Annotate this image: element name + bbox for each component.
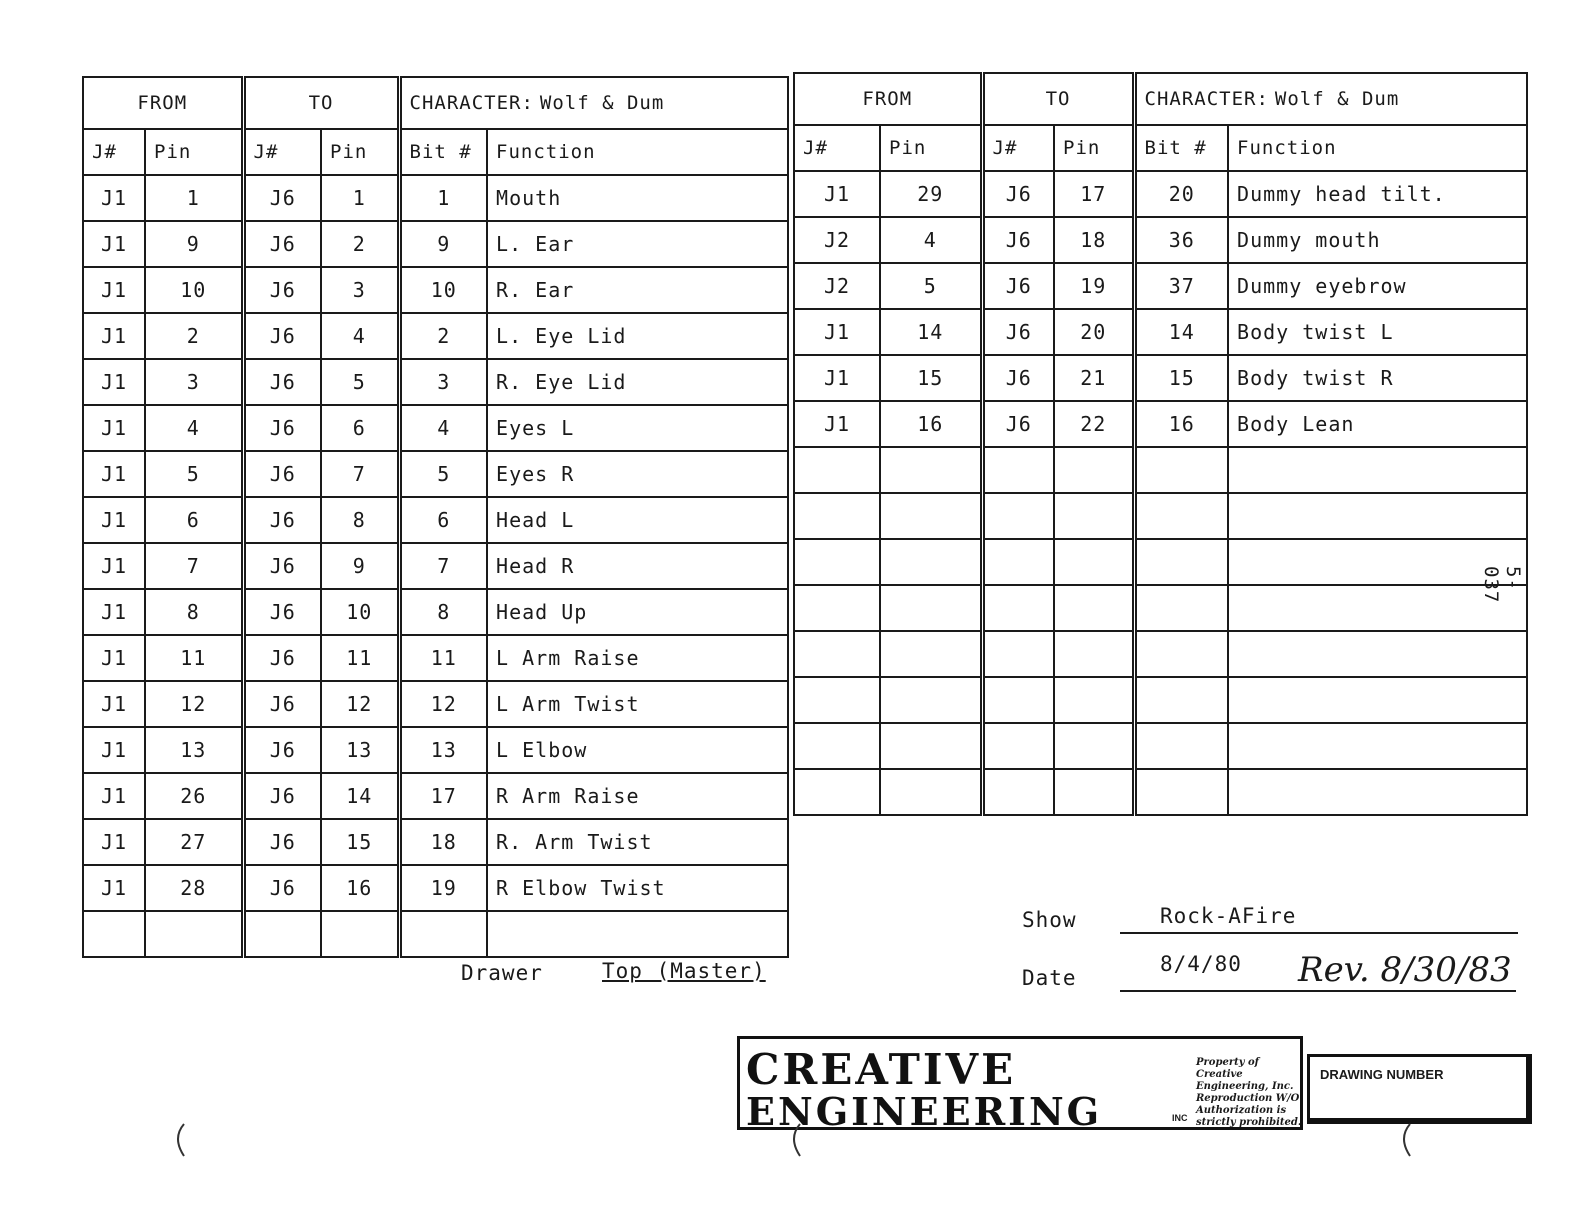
- function-cell: L. Eye Lid: [487, 313, 788, 359]
- from-pin-cell: 7: [145, 543, 243, 589]
- date-underline: [1120, 990, 1516, 992]
- date-value: 8/4/80: [1160, 952, 1242, 976]
- to-pin-cell: 12: [321, 681, 399, 727]
- function-cell: [1228, 723, 1527, 769]
- bit-cell: [1134, 585, 1228, 631]
- bit-cell: [399, 911, 487, 957]
- from-pin-cell: [880, 493, 982, 539]
- drawing-number-label: DRAWING NUMBER: [1320, 1067, 1444, 1082]
- from-jack-cell: J1: [794, 401, 880, 447]
- character-header: [1134, 73, 1527, 125]
- to-jack-cell: [982, 769, 1054, 815]
- to-jack-cell: J6: [243, 175, 321, 221]
- bit-cell: 36: [1134, 217, 1228, 263]
- to-pin-cell: [1054, 539, 1134, 585]
- from-jack-cell: J1: [83, 773, 145, 819]
- table-row: [83, 313, 788, 359]
- from-jack-cell: J1: [83, 175, 145, 221]
- function-cell: Eyes L: [487, 405, 788, 451]
- from-pin-cell: [880, 539, 982, 585]
- bit-cell: 10: [399, 267, 487, 313]
- from-jack-cell: [794, 539, 880, 585]
- to-pin-cell: 20: [1054, 309, 1134, 355]
- function-cell: R Elbow Twist: [487, 865, 788, 911]
- bit-cell: [1134, 539, 1228, 585]
- from-pin-cell: [880, 769, 982, 815]
- from-jack-cell: J1: [83, 221, 145, 267]
- bit-cell: 12: [399, 681, 487, 727]
- from-jack-cell: J1: [83, 543, 145, 589]
- bit-cell: [1134, 447, 1228, 493]
- from-pin-header: Pin: [880, 125, 982, 171]
- bit-cell: 8: [399, 589, 487, 635]
- drawer-value: Top (Master): [602, 959, 766, 983]
- table-row: [794, 723, 1527, 769]
- character-value: Wolf & Dum: [1274, 88, 1400, 110]
- to-pin-cell: 18: [1054, 217, 1134, 263]
- to-jack-cell: J6: [243, 589, 321, 635]
- from-pin-cell: 12: [145, 681, 243, 727]
- table-row: [794, 631, 1527, 677]
- from-pin-cell: 2: [145, 313, 243, 359]
- to-jack-header: J#: [982, 125, 1054, 171]
- from-jack-cell: J1: [794, 309, 880, 355]
- table-row: [83, 635, 788, 681]
- bit-cell: [1134, 677, 1228, 723]
- bit-cell: [1134, 769, 1228, 815]
- to-jack-cell: J6: [982, 401, 1054, 447]
- from-pin-cell: 13: [145, 727, 243, 773]
- company-name-line2: ENGINEERING: [746, 1089, 1103, 1134]
- function-cell: L. Ear: [487, 221, 788, 267]
- to-pin-cell: 8: [321, 497, 399, 543]
- to-pin-cell: 15: [321, 819, 399, 865]
- from-pin-header: Pin: [145, 129, 243, 175]
- table-row: [794, 171, 1527, 217]
- bit-cell: 14: [1134, 309, 1228, 355]
- from-jack-cell: J1: [83, 405, 145, 451]
- show-value: Rock-AFire: [1160, 904, 1297, 928]
- from-jack-cell: J1: [83, 359, 145, 405]
- from-jack-cell: [794, 585, 880, 631]
- function-cell: Eyes R: [487, 451, 788, 497]
- from-jack-cell: J1: [83, 727, 145, 773]
- to-jack-cell: J6: [243, 543, 321, 589]
- to-header: TO: [982, 73, 1134, 125]
- from-jack-cell: J1: [83, 635, 145, 681]
- to-jack-cell: J6: [982, 309, 1054, 355]
- to-pin-cell: 1: [321, 175, 399, 221]
- from-jack-cell: [794, 723, 880, 769]
- to-pin-cell: 10: [321, 589, 399, 635]
- to-pin-cell: 14: [321, 773, 399, 819]
- bit-cell: 2: [399, 313, 487, 359]
- revision-handwritten: Rev. 8/30/83: [1298, 950, 1512, 990]
- from-pin-cell: 28: [145, 865, 243, 911]
- from-pin-cell: 16: [880, 401, 982, 447]
- character-header: [399, 77, 788, 129]
- function-header: Function: [487, 129, 788, 175]
- to-jack-cell: J6: [243, 267, 321, 313]
- from-pin-cell: 11: [145, 635, 243, 681]
- table-row: [83, 405, 788, 451]
- to-pin-cell: [1054, 769, 1134, 815]
- table-row: [794, 493, 1527, 539]
- to-pin-cell: 22: [1054, 401, 1134, 447]
- to-pin-cell: 4: [321, 313, 399, 359]
- from-pin-cell: [880, 585, 982, 631]
- to-jack-cell: [243, 911, 321, 957]
- table-row: [83, 221, 788, 267]
- property-notice: Property of Creative Engineering, Inc. Reproduction W/O Authorization is strictly prohibited.: [1196, 1057, 1302, 1128]
- bit-cell: [1134, 493, 1228, 539]
- from-jack-cell: J1: [794, 171, 880, 217]
- to-jack-cell: [982, 631, 1054, 677]
- to-jack-cell: [982, 447, 1054, 493]
- character-value: Wolf & Dum: [539, 92, 665, 114]
- to-jack-cell: J6: [982, 263, 1054, 309]
- to-jack-cell: [982, 677, 1054, 723]
- from-jack-cell: J1: [83, 819, 145, 865]
- function-header: Function: [1228, 125, 1527, 171]
- bit-cell: 19: [399, 865, 487, 911]
- function-cell: Dummy eyebrow: [1228, 263, 1527, 309]
- to-jack-cell: [982, 539, 1054, 585]
- table-row: [794, 585, 1527, 631]
- function-cell: [1228, 677, 1527, 723]
- from-jack-cell: [794, 677, 880, 723]
- binder-hole-mark-right: [1396, 1120, 1416, 1160]
- to-pin-cell: [1054, 447, 1134, 493]
- from-pin-cell: 15: [880, 355, 982, 401]
- table-row: [794, 263, 1527, 309]
- from-pin-cell: 9: [145, 221, 243, 267]
- from-jack-cell: J2: [794, 263, 880, 309]
- from-jack-cell: J1: [83, 313, 145, 359]
- to-header: TO: [243, 77, 399, 129]
- function-cell: Dummy head tilt.: [1228, 171, 1527, 217]
- function-cell: Body twist R: [1228, 355, 1527, 401]
- from-jack-cell: J1: [83, 589, 145, 635]
- table-row: [83, 497, 788, 543]
- table-row: [794, 539, 1527, 585]
- from-jack-cell: J1: [794, 355, 880, 401]
- bit-cell: 13: [399, 727, 487, 773]
- from-pin-cell: 6: [145, 497, 243, 543]
- from-pin-cell: [880, 723, 982, 769]
- show-underline: [1120, 932, 1518, 934]
- table-row: [83, 451, 788, 497]
- from-jack-cell: J1: [83, 865, 145, 911]
- function-cell: R. Arm Twist: [487, 819, 788, 865]
- from-pin-cell: [880, 447, 982, 493]
- table-row: [794, 677, 1527, 723]
- to-pin-cell: 6: [321, 405, 399, 451]
- to-pin-cell: [1054, 585, 1134, 631]
- company-title-block: [737, 1036, 1303, 1134]
- from-pin-cell: 8: [145, 589, 243, 635]
- from-header: FROM: [83, 77, 243, 129]
- left-table-body: [83, 175, 788, 957]
- from-jack-cell: [794, 493, 880, 539]
- show-label: Show: [1022, 908, 1077, 932]
- bit-cell: 18: [399, 819, 487, 865]
- bit-cell: 4: [399, 405, 487, 451]
- function-cell: [1228, 447, 1527, 493]
- date-label: Date: [1022, 966, 1077, 990]
- to-jack-cell: J6: [243, 359, 321, 405]
- character-label: CHARACTER:: [1144, 88, 1269, 110]
- from-pin-cell: 4: [880, 217, 982, 263]
- bit-cell: 6: [399, 497, 487, 543]
- to-jack-cell: J6: [243, 635, 321, 681]
- table-row: [794, 769, 1527, 815]
- from-header: FROM: [794, 73, 982, 125]
- from-jack-cell: J1: [83, 681, 145, 727]
- table-row: [794, 447, 1527, 493]
- function-cell: L Arm Raise: [487, 635, 788, 681]
- to-jack-cell: J6: [243, 773, 321, 819]
- from-pin-cell: [880, 631, 982, 677]
- table-row: [83, 589, 788, 635]
- table-row: [794, 355, 1527, 401]
- from-jack-cell: J2: [794, 217, 880, 263]
- from-jack-cell: J1: [83, 451, 145, 497]
- to-jack-cell: J6: [243, 681, 321, 727]
- to-jack-cell: J6: [982, 171, 1054, 217]
- to-pin-cell: [321, 911, 399, 957]
- from-pin-cell: 14: [880, 309, 982, 355]
- to-pin-cell: [1054, 677, 1134, 723]
- to-jack-cell: J6: [982, 355, 1054, 401]
- to-pin-header: Pin: [1054, 125, 1134, 171]
- character-label: CHARACTER:: [409, 92, 534, 114]
- from-jack-cell: [794, 769, 880, 815]
- function-cell: Body Lean: [1228, 401, 1527, 447]
- to-pin-cell: [1054, 723, 1134, 769]
- function-cell: Dummy mouth: [1228, 217, 1527, 263]
- to-jack-cell: J6: [243, 313, 321, 359]
- to-jack-cell: J6: [243, 819, 321, 865]
- from-jack-cell: J1: [83, 497, 145, 543]
- bit-cell: 1: [399, 175, 487, 221]
- to-pin-cell: 3: [321, 267, 399, 313]
- bit-cell: 3: [399, 359, 487, 405]
- function-cell: Mouth: [487, 175, 788, 221]
- table-row: [83, 911, 788, 957]
- from-pin-cell: 1: [145, 175, 243, 221]
- table-row: [794, 309, 1527, 355]
- function-cell: [1228, 631, 1527, 677]
- function-cell: R. Ear: [487, 267, 788, 313]
- to-pin-cell: 11: [321, 635, 399, 681]
- bit-cell: 9: [399, 221, 487, 267]
- to-pin-cell: 7: [321, 451, 399, 497]
- function-cell: L Arm Twist: [487, 681, 788, 727]
- from-pin-cell: 26: [145, 773, 243, 819]
- to-jack-cell: J6: [243, 221, 321, 267]
- from-pin-cell: 5: [145, 451, 243, 497]
- bit-cell: 16: [1134, 401, 1228, 447]
- to-pin-cell: 2: [321, 221, 399, 267]
- from-pin-cell: [145, 911, 243, 957]
- to-jack-cell: [982, 493, 1054, 539]
- drawing-number-box: [1307, 1054, 1532, 1124]
- function-cell: R Arm Raise: [487, 773, 788, 819]
- drawer-label: Drawer: [461, 961, 543, 985]
- from-pin-cell: 27: [145, 819, 243, 865]
- function-cell: [487, 911, 788, 957]
- bit-cell: 7: [399, 543, 487, 589]
- to-pin-cell: 21: [1054, 355, 1134, 401]
- to-pin-cell: 13: [321, 727, 399, 773]
- to-jack-cell: J6: [982, 217, 1054, 263]
- table-row: [83, 773, 788, 819]
- from-pin-cell: 3: [145, 359, 243, 405]
- function-cell: Head Up: [487, 589, 788, 635]
- function-cell: R. Eye Lid: [487, 359, 788, 405]
- right-table-body: [794, 171, 1527, 815]
- from-jack-cell: [794, 447, 880, 493]
- to-jack-cell: J6: [243, 497, 321, 543]
- from-jack-header: J#: [794, 125, 880, 171]
- to-pin-cell: 16: [321, 865, 399, 911]
- to-jack-cell: [982, 585, 1054, 631]
- to-pin-cell: 5: [321, 359, 399, 405]
- from-pin-cell: 29: [880, 171, 982, 217]
- from-pin-cell: 5: [880, 263, 982, 309]
- table-row: [794, 401, 1527, 447]
- to-pin-cell: 17: [1054, 171, 1134, 217]
- function-cell: Head L: [487, 497, 788, 543]
- from-jack-header: J#: [83, 129, 145, 175]
- to-pin-cell: [1054, 493, 1134, 539]
- function-cell: Head R: [487, 543, 788, 589]
- to-jack-cell: J6: [243, 405, 321, 451]
- table-row: [83, 543, 788, 589]
- from-jack-cell: [794, 631, 880, 677]
- table-row: [83, 819, 788, 865]
- from-pin-cell: [880, 677, 982, 723]
- bit-cell: 37: [1134, 263, 1228, 309]
- from-jack-cell: [83, 911, 145, 957]
- bit-cell: 17: [399, 773, 487, 819]
- right-wiring-table: [793, 72, 1528, 816]
- to-pin-cell: 9: [321, 543, 399, 589]
- function-cell: [1228, 769, 1527, 815]
- table-row: [83, 175, 788, 221]
- to-pin-cell: 19: [1054, 263, 1134, 309]
- table-row: [83, 359, 788, 405]
- bit-cell: 5: [399, 451, 487, 497]
- from-jack-cell: J1: [83, 267, 145, 313]
- table-row: [83, 267, 788, 313]
- left-wiring-table: [82, 76, 789, 958]
- bit-cell: [1134, 631, 1228, 677]
- function-cell: [1228, 493, 1527, 539]
- bit-cell: [1134, 723, 1228, 769]
- bit-cell: 20: [1134, 171, 1228, 217]
- binder-hole-mark-center: [786, 1120, 806, 1160]
- binder-hole-mark-left: [170, 1120, 190, 1160]
- function-cell: Body twist L: [1228, 309, 1527, 355]
- bit-header: Bit #: [399, 129, 487, 175]
- bit-cell: 15: [1134, 355, 1228, 401]
- company-suffix: INC: [1172, 1113, 1188, 1123]
- from-pin-cell: 4: [145, 405, 243, 451]
- table-row: [83, 865, 788, 911]
- to-jack-header: J#: [243, 129, 321, 175]
- to-jack-cell: J6: [243, 865, 321, 911]
- function-cell: L Elbow: [487, 727, 788, 773]
- table-row: [83, 727, 788, 773]
- table-row: [794, 217, 1527, 263]
- table-row: [83, 681, 788, 727]
- to-jack-cell: J6: [243, 727, 321, 773]
- to-pin-cell: [1054, 631, 1134, 677]
- to-pin-header: Pin: [321, 129, 399, 175]
- to-jack-cell: J6: [243, 451, 321, 497]
- to-jack-cell: [982, 723, 1054, 769]
- company-name-line1: CREATIVE: [746, 1045, 1017, 1094]
- side-reference-number: 5-037: [1480, 566, 1524, 604]
- bit-header: Bit #: [1134, 125, 1228, 171]
- from-pin-cell: 10: [145, 267, 243, 313]
- bit-cell: 11: [399, 635, 487, 681]
